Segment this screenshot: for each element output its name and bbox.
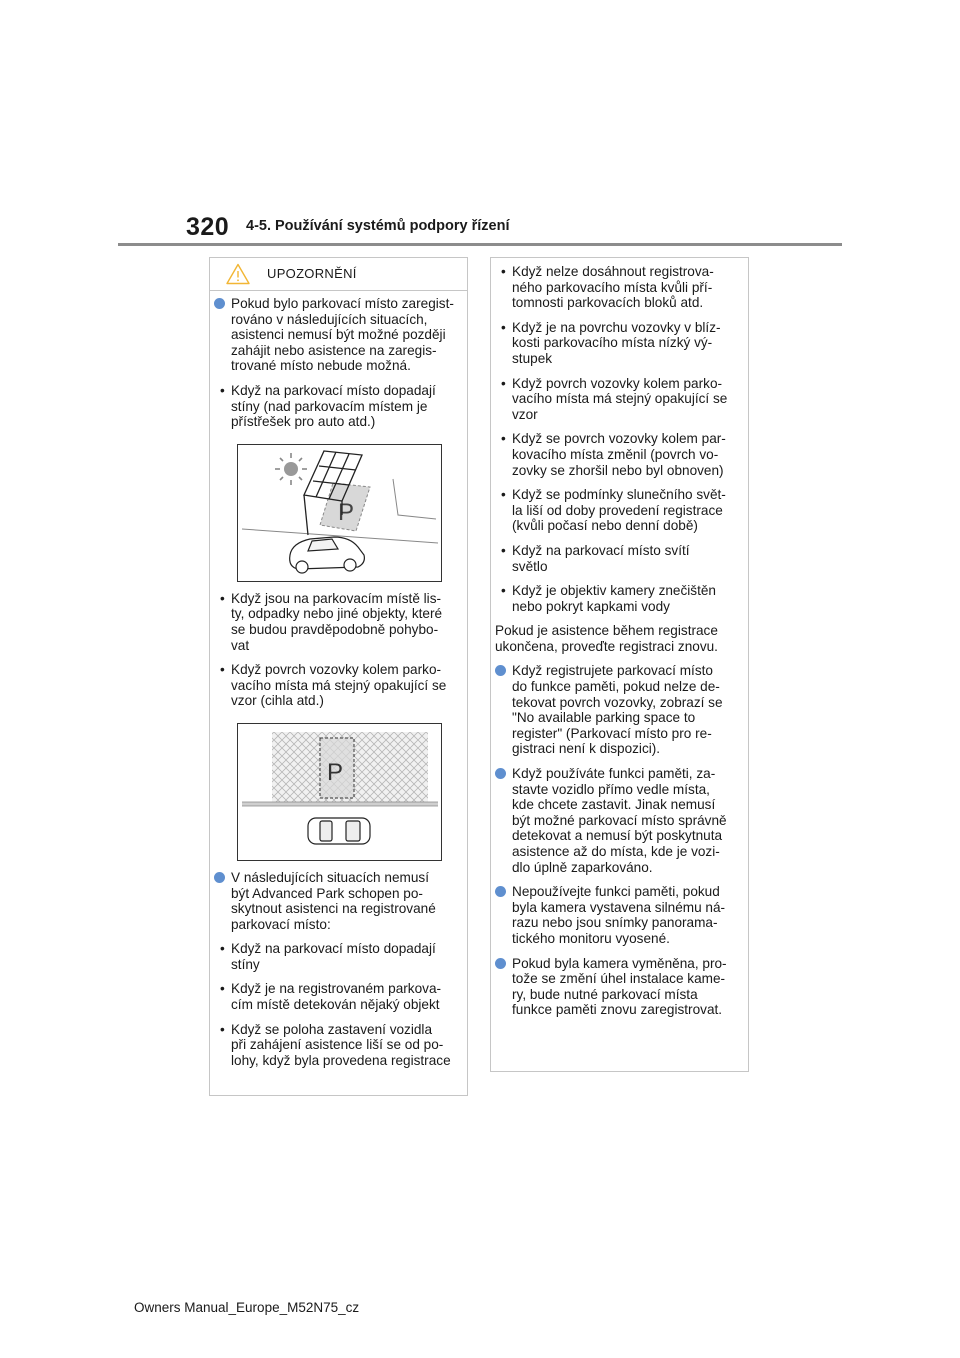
bullet-dot-icon (214, 298, 225, 309)
bullet-icon: • (220, 382, 225, 398)
list-item (495, 884, 742, 946)
list-item-text: Když se podmínky slunečního svět- la liší od doby provedení registrace (kvůli počasí nebo denní době) (512, 487, 726, 534)
section-title: 4-5. Používání systémů podpory řízení (246, 218, 510, 234)
bullet-icon: • (220, 590, 225, 606)
car-topview-icon (308, 818, 370, 844)
page-number: 320 (186, 213, 230, 241)
list-item (214, 591, 461, 653)
list-item-text: Když nelze dosáhnout registrova- ného parkovacího místa kvůli pří- tomnosti parkovacích bloků atd. (512, 264, 714, 311)
warning-box-right (490, 257, 749, 1072)
list-item (214, 981, 461, 1012)
list-item (495, 320, 742, 367)
paragraph: Pokud je asistence během registrace ukončena, proveďte registraci znovu. (495, 623, 718, 654)
bullet-icon: • (501, 583, 506, 599)
list-item-text: Když povrch vozovky kolem parko- vacího místa má stejný opakující se vzor (512, 375, 728, 422)
bullet-icon: • (501, 542, 506, 558)
parking-label: P (327, 758, 344, 786)
bullet-icon: • (220, 662, 225, 678)
warning-box-left (209, 257, 468, 1096)
list-item-text: Když jsou na parkovacím místě lis- ty, odpadky nebo jiné objekty, které se budou pravděpodobně pohybo- vat (231, 590, 443, 653)
bullet-dot-icon (495, 958, 506, 969)
bullet-icon: • (501, 375, 506, 391)
list-item (214, 383, 461, 430)
left-column (214, 296, 461, 1068)
bullet-icon: • (501, 319, 506, 335)
list-item (495, 663, 742, 757)
list-item-text: Když na parkovací místo svítí světlo (512, 542, 690, 574)
warning-header (210, 258, 467, 291)
list-item (214, 941, 461, 972)
list-item-text: Když je na registrovaném parkova- cím místě detekován nějaký objekt (231, 981, 442, 1013)
list-item (495, 264, 742, 311)
header-rule (118, 243, 842, 246)
list-item (495, 487, 742, 534)
bullet-icon: • (220, 981, 225, 997)
bullet-icon: • (220, 941, 225, 957)
list-item-text: Pokud byla kamera vyměněna, pro- tože se změní úhel instalace kame- ry, bude nutné parkovací místa funkce paměti znovu zaregistrovat. (512, 955, 727, 1018)
bullet-icon: • (501, 431, 506, 447)
list-item-text: Když povrch vozovky kolem parko- vacího místa má stejný opakující se vzor (cihla atd.) (231, 662, 447, 709)
bullet-dot-icon (495, 665, 506, 676)
list-item-text: Když na parkovací místo dopadají stíny (231, 941, 436, 972)
list-item-text: V následujících situacích nemusí být Advanced Park schopen po- skytnout asistenci na registrované parkovací místo: (231, 869, 436, 932)
list-item-text: Když je objektiv kamery znečištěn nebo pokryt kapkami vody (512, 583, 716, 614)
bullet-icon: • (220, 1021, 225, 1037)
illustration-shadow-carport (237, 444, 442, 582)
list-item-text: Nepoužívejte funkci paměti, pokud byla kamera vystavena silnému ná- razu nebo jsou snímky panorama- tického monitoru vyosené. (512, 884, 726, 946)
sun-icon (275, 453, 307, 485)
list-item-text: Když na parkovací místo dopadají stíny (nad parkovacím místem je přístřešek pro auto atd.) (231, 382, 436, 430)
bullet-icon: • (501, 264, 506, 279)
warning-triangle-icon (226, 263, 250, 285)
list-item (214, 662, 461, 709)
car-icon (290, 537, 365, 573)
bullet-icon: • (501, 487, 506, 503)
list-item (214, 1022, 461, 1069)
list-item-text: Když používáte funkci paměti, za- stavte vozidlo přímo vedle místa, kde chcete zastavit. Jinak nemusí být možné parkovací místo správně detekovat a nemusí být poskytnuta asistence až do místa, kde je vozi- dlo úplně zaparkováno. (512, 766, 727, 875)
list-item (214, 870, 461, 932)
warning-title: UPOZORNĚNÍ (267, 266, 357, 281)
list-item-text: Když je na povrchu vozovky v blíz- kosti parkovacího místa nízký vý- stupek (512, 319, 721, 366)
illustration-brick-pattern (237, 723, 442, 861)
list-item (495, 583, 742, 614)
list-item-text: Když registrujete parkovací místo do funkce paměti, pokud nelze de- tekovat povrch vozovky, zobrazí se "No available parking space to register" (Parkovací místo pro re- gistraci není k dispozici). (512, 663, 723, 757)
footer-text: Owners Manual_Europe_M52N75_cz (134, 1300, 360, 1315)
right-column (495, 264, 742, 1018)
list-item-text: Když se poloha zastavení vozidla při zahájení asistence liší se od po- lohy, když byla provedena registrace (231, 1021, 451, 1068)
list-item (495, 376, 742, 423)
list-item (214, 296, 461, 374)
list-item (495, 543, 742, 574)
parking-label: P (338, 498, 355, 526)
bullet-dot-icon (214, 872, 225, 883)
list-item-text: Pokud bylo parkovací místo zaregist- rováno v následujících situacích, asistenci nemusí být možné později zahájit nebo asistence na zaregis- trované místo nebude možná. (231, 296, 454, 374)
list-item (495, 431, 742, 478)
list-item-text: Když se povrch vozovky kolem par- kovacího místa změnil (povrch vo- zovky se zhoršil nebo byl obnoven) (512, 431, 726, 478)
bullet-dot-icon (495, 768, 506, 779)
list-item (495, 956, 742, 1018)
list-item (495, 766, 742, 875)
bullet-dot-icon (495, 886, 506, 897)
